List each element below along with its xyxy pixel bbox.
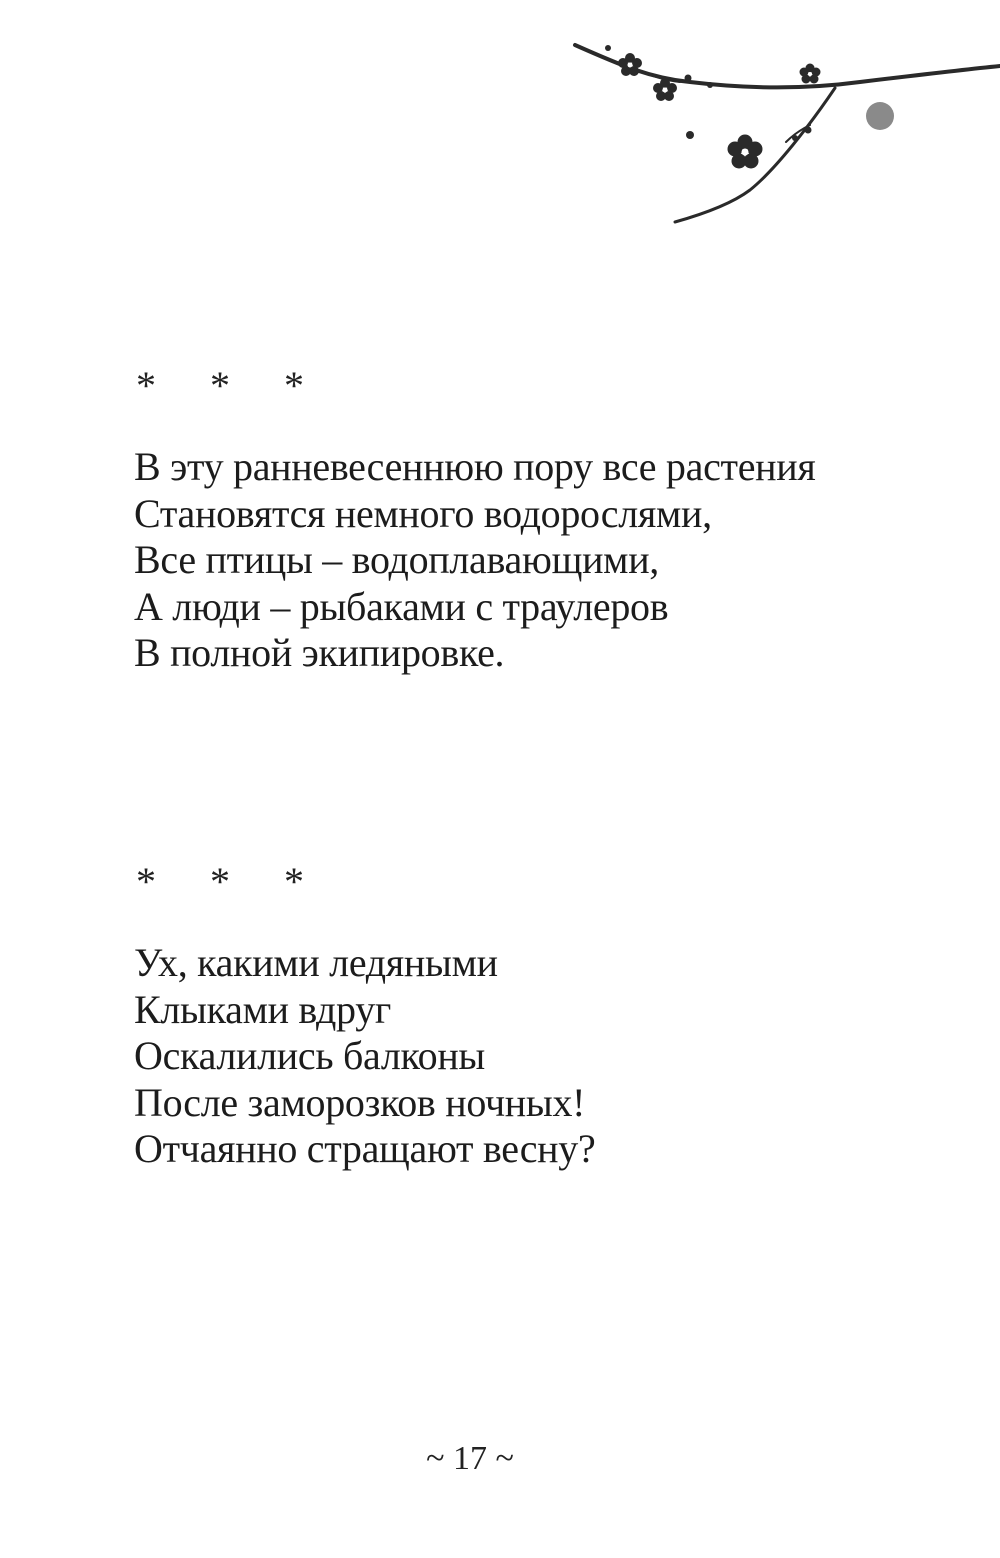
verse-line: В эту ранневесеннюю пору все растения — [134, 444, 816, 489]
poem-2 — [134, 859, 854, 1173]
verse-line: Оскалились балконы — [134, 1033, 486, 1078]
poem-divider: * * * — [136, 859, 326, 904]
verse-line: Все птицы – водоплавающими, — [134, 537, 660, 582]
poem-stanza — [134, 940, 854, 1173]
verse-line: Ух, какими ледяными — [134, 940, 498, 985]
verse-line: Клыками вдруг — [134, 986, 392, 1032]
poem-1 — [134, 363, 854, 677]
verse-line: А люди – рыбаками с траулеров — [134, 583, 669, 629]
poem-divider: * * * — [136, 363, 326, 408]
verse-line: Отчаянно стращают весну? — [134, 1126, 596, 1171]
cherry-blossom-branch-icon — [560, 30, 1000, 240]
page-number: ~ 17 ~ — [426, 1440, 514, 1477]
verse-line: Становятся немного водорослями, — [134, 490, 712, 536]
verse-line: В полной экипировке. — [134, 630, 505, 675]
verse-line: После заморозков ночных! — [134, 1079, 586, 1125]
poem-stanza — [134, 444, 854, 677]
